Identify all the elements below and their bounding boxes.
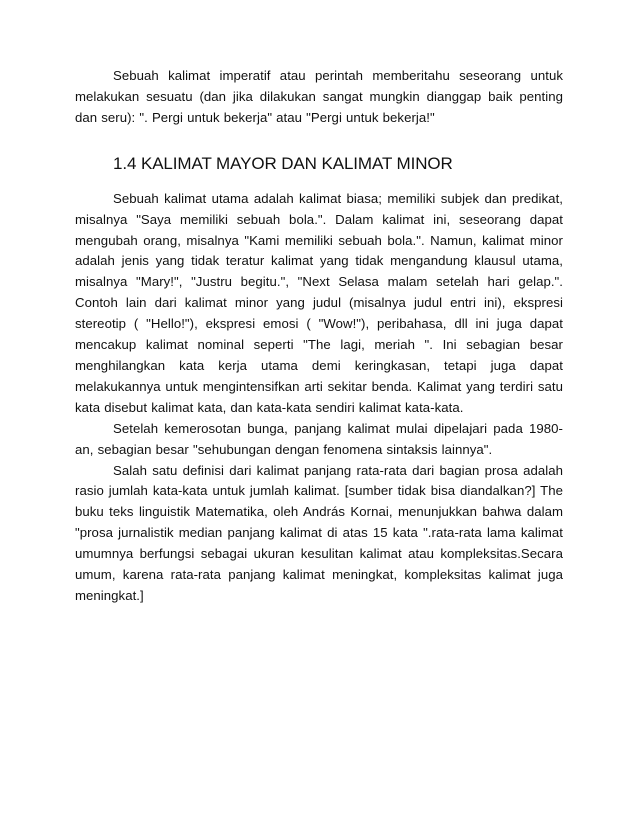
- spacer: [75, 175, 563, 189]
- section-heading: 1.4 KALIMAT MAYOR DAN KALIMAT MINOR: [113, 153, 453, 173]
- intro-paragraph: Sebuah kalimat imperatif atau perintah memberitahu seseorang untuk melakukan sesuatu (dan jika dilakukan sangat mungkin dianggap baik penting dan seru): ". Pergi untuk bekerja" atau "Pergi untuk bekerja!": [75, 68, 563, 125]
- spacer: [75, 129, 563, 153]
- document-page: [75, 66, 563, 607]
- body-paragraph-definition: Salah satu definisi dari kalimat panjang rata-rata dari bagian prosa adalah rasio jumlah kata-kata untuk jumlah kalimat. [sumber tidak bisa diandalkan?] The buku teks linguistik Matematika, oleh András Kornai, menunjukkan bahwa dalam "prosa jurnalistik median panjang kalimat di atas 15 kata ".rata-rata lama kalimat umumnya berfungsi sebagai ukuran kesulitan kalimat atau kompleksitas.Secara umum, karena rata-rata panjang kalimat meningkat, kompleksitas kalimat juga meningkat.]: [75, 462, 563, 603]
- body-paragraph-history: Setelah kemerosotan bunga, panjang kalimat mulai dipelajari pada 1980-an, sebagian besar "sehubungan dengan fenomena sintaksis lainnya".: [75, 420, 563, 457]
- body-paragraph-major-minor: Sebuah kalimat utama adalah kalimat biasa; memiliki subjek dan predikat, misalnya "Saya memiliki sebuah bola.". Dalam kalimat ini, seseorang dapat mengubah orang, misalnya "Kami memiliki sebuah bola.". Namun, kalimat minor adalah jenis yang tidak teratur kalimat yang tidak mengandung klausul utama, misalnya "Mary!", "Justru begitu.", "Next Selasa malam setelah hari gelap.". Contoh lain dari kalimat minor yang judul (misalnya judul entri ini), ekspresi stereotip ( "Hello!"), ekspresi emosi ( "Wow!"), peribahasa, dll ini juga dapat mencakup kalimat nominal seperti "The lagi, meriah ". Ini sebagian besar menghilangkan kata kerja utama demi keringkasan, tetapi juga dapat melakukannya untuk mengintensifkan arti sekitar benda. Kalimat yang terdiri satu kata disebut kalimat kata, dan kata-kata sendiri kalimat kata-kata.: [75, 190, 563, 415]
